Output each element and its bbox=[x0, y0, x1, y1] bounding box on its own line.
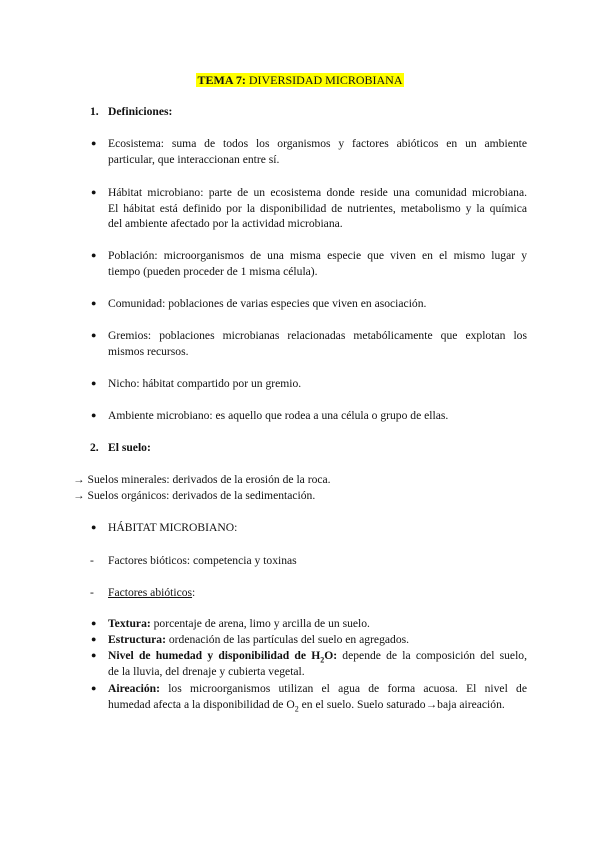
habitat-heading: HÁBITAT MICROBIANO: bbox=[108, 521, 238, 534]
section-1-heading bbox=[90, 104, 172, 120]
humedad-line-1 bbox=[108, 648, 527, 664]
bullet-icon: ● bbox=[91, 330, 97, 340]
definition-item bbox=[108, 296, 527, 312]
definition-item bbox=[108, 408, 527, 424]
definition-line: Hábitat microbiano: parte de un ecosistema donde reside una comunidad microbiana. bbox=[108, 186, 527, 199]
bullet-icon: ● bbox=[91, 683, 97, 693]
bullet-icon: ● bbox=[91, 378, 97, 388]
estructura-text: ordenación de las partículas del suelo en agregados. bbox=[165, 633, 410, 646]
factor-aireacion bbox=[108, 681, 527, 712]
humedad-line-2: de la lluvia, del drenaje y cubierta vegetal. bbox=[108, 664, 305, 678]
title-prefix: TEMA 7: bbox=[197, 73, 246, 87]
definition-item bbox=[108, 376, 527, 392]
factores-abioticos-label: Factores abióticos bbox=[108, 586, 193, 599]
factores-abioticos-colon: : bbox=[192, 586, 196, 599]
definition-item bbox=[108, 248, 527, 279]
factor-humedad bbox=[108, 648, 527, 679]
arrow-line-minerales: → Suelos minerales: derivados de la erosión de la roca. bbox=[73, 473, 331, 486]
bullet-icon: ● bbox=[91, 250, 97, 260]
definition-item bbox=[108, 328, 527, 359]
dash-icon: - bbox=[90, 554, 94, 567]
definition-line: mismos recursos. bbox=[108, 344, 189, 358]
definition-line: Población: microorganismos de una misma especie que viven en el mismo lugar y bbox=[108, 249, 527, 262]
definition-line: Ambiente microbiano: es aquello que rodea a una célula o grupo de ellas. bbox=[108, 409, 449, 422]
section-2-number: 2. bbox=[90, 441, 99, 454]
definition-item bbox=[108, 185, 527, 232]
aireacion-text-1: los microorganismos utilizan el agua de forma acuosa. El nivel de bbox=[159, 682, 527, 695]
factores-bioticos: Factores bióticos: competencia y toxinas bbox=[108, 554, 297, 567]
section-2-title: El suelo: bbox=[108, 441, 151, 454]
definition-line: Ecosistema: suma de todos los organismos y factores abióticos en un ambiente bbox=[108, 137, 527, 150]
aireacion-label: Aireación: bbox=[108, 682, 160, 695]
bullet-icon: ● bbox=[91, 298, 97, 308]
bullet-icon: ● bbox=[91, 410, 97, 420]
aireacion-line-1 bbox=[108, 681, 527, 697]
textura-text: porcentaje de arena, limo y arcilla de un suelo. bbox=[150, 617, 370, 630]
definition-item bbox=[108, 136, 527, 167]
dash-icon: - bbox=[90, 586, 94, 599]
definition-line: Comunidad: poblaciones de varias especies que viven en asociación. bbox=[108, 297, 427, 310]
arrow-line-organicos: → Suelos orgánicos: derivados de la sedimentación. bbox=[73, 489, 316, 502]
factor-estructura bbox=[108, 632, 409, 648]
estructura-label: Estructura: bbox=[108, 633, 166, 646]
definition-line: del ambiente afectado por la actividad microbiana. bbox=[108, 217, 343, 231]
definition-line: El hábitat está definido por la disponibilidad de nutrientes, metabolismo y la química bbox=[108, 201, 527, 215]
definition-line: Gremios: poblaciones microbianas relacionadas metabólicamente que explotan los bbox=[108, 329, 527, 342]
bullet-icon: ● bbox=[91, 650, 97, 660]
bullet-icon: ● bbox=[91, 187, 97, 197]
humedad-label: Nivel de humedad y disponibilidad de $H_2O$: bbox=[108, 649, 338, 665]
document-title bbox=[0, 73, 600, 89]
factor-textura bbox=[108, 616, 370, 632]
bullet-icon: ● bbox=[91, 522, 97, 532]
textura-label: Textura: bbox=[108, 617, 151, 630]
section-1-title: Definiciones: bbox=[108, 105, 173, 118]
bullet-icon: ● bbox=[91, 618, 97, 628]
humedad-text-1: depende de la composición del suelo, bbox=[337, 649, 527, 662]
title-highlight bbox=[196, 73, 403, 87]
aireacion-line-2: humedad afecta a la disponibilidad de $O_2$ en el suelo. Suelo saturado→baja aireación. bbox=[108, 697, 505, 713]
definition-line: particular, que interaccionan entre sí. bbox=[108, 152, 280, 166]
section-2-heading bbox=[90, 440, 151, 456]
section-1-number: 1. bbox=[90, 105, 99, 118]
factores-abioticos bbox=[108, 585, 195, 601]
bullet-icon: ● bbox=[91, 138, 97, 148]
definition-line: Nicho: hábitat compartido por un gremio. bbox=[108, 377, 302, 390]
title-rest: DIVERSIDAD MICROBIANA bbox=[245, 73, 403, 87]
definition-line: tiempo (pueden proceder de 1 misma célula). bbox=[108, 264, 318, 278]
bullet-icon: ● bbox=[91, 634, 97, 644]
